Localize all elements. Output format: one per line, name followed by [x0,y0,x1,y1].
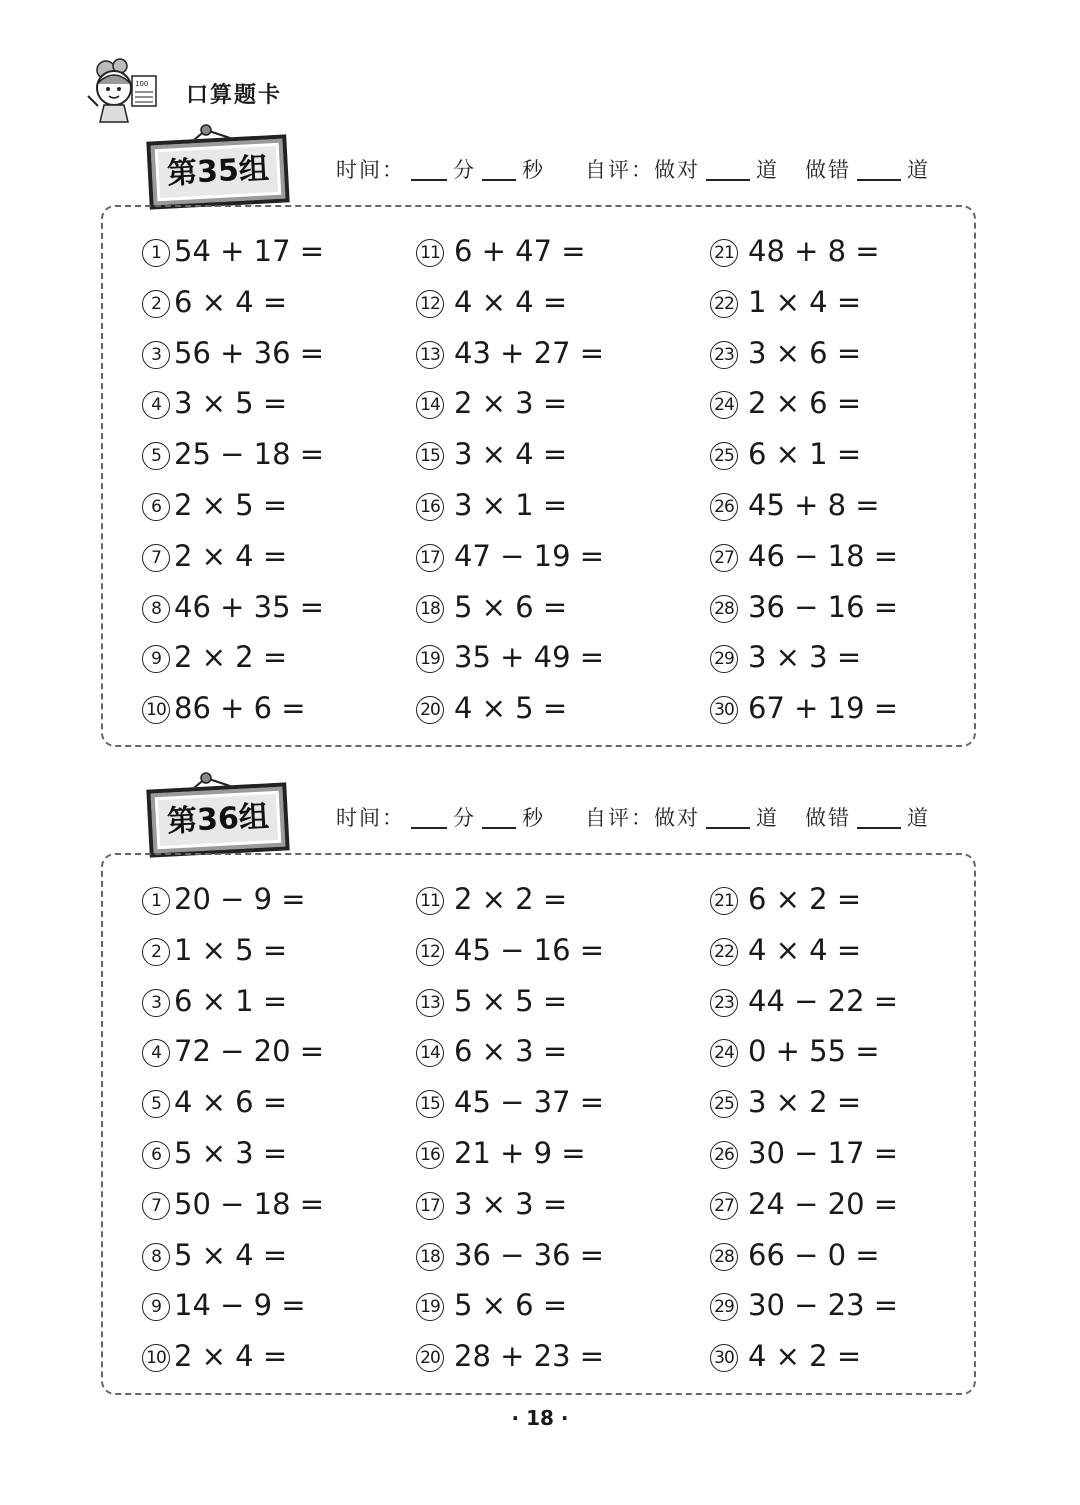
problem-expression: 45 − 37 = [454,1085,605,1120]
problem-expression: 6 × 3 = [454,1034,568,1069]
problem-expression: 67 + 19 = [748,691,899,726]
problem-item [710,328,898,379]
problem-number: 21 [710,887,738,915]
problem-item [142,976,324,1027]
problem-item [142,925,324,976]
problem-item [710,226,898,277]
problem-expression: 45 + 8 = [748,487,880,522]
problem-item [710,683,898,734]
group-title: 第36组 [166,799,270,840]
second-label: 秒 [522,806,545,830]
problem-item [416,277,604,328]
problem-item [142,632,324,683]
problem-item [416,1179,604,1230]
unit-label: 道 [907,158,930,182]
problem-expression: 5 × 5 = [454,983,568,1018]
problem-column-3 [710,226,898,734]
problem-item [710,582,898,633]
problem-item [142,531,324,582]
problem-expression: 21 + 9 = [454,1135,586,1170]
problem-item [416,1331,604,1382]
problem-number: 13 [416,341,444,369]
problem-number: 3 [142,341,170,369]
problem-number: 20 [416,696,444,724]
problem-expression: 66 − 0 = [748,1237,880,1272]
problem-number: 27 [710,544,738,572]
problem-expression: 5 × 6 = [454,1288,568,1323]
problem-number: 15 [416,442,444,470]
problem-number: 10 [142,1344,170,1372]
problem-item [416,582,604,633]
problem-expression: 6 × 2 = [748,882,862,916]
problem-expression: 2 × 2 = [174,640,288,675]
problem-number: 9 [142,645,170,673]
problem-number: 4 [142,1039,170,1067]
problem-expression: 45 − 16 = [454,932,605,967]
problem-number: 16 [416,493,444,521]
problem-item [416,976,604,1027]
problem-expression: 47 − 19 = [454,538,605,573]
problem-expression: 30 − 17 = [748,1135,899,1170]
problem-number: 13 [416,989,444,1017]
group-title-frame [144,770,294,865]
problem-number: 17 [416,544,444,572]
correct-label: 自评：做对 [585,158,700,182]
score-line [336,802,930,832]
problem-number: 24 [710,1039,738,1067]
problem-number: 29 [710,645,738,673]
unit-label: 道 [756,158,779,182]
problem-expression: 3 × 4 = [454,437,568,472]
problem-number: 19 [416,1293,444,1321]
problem-item [416,480,604,531]
problem-item [416,328,604,379]
problem-expression: 3 × 1 = [454,487,568,522]
problem-number: 22 [710,938,738,966]
problem-expression: 50 − 18 = [174,1186,325,1221]
problem-number: 12 [416,938,444,966]
problem-item [416,925,604,976]
problem-expression: 3 × 2 = [748,1085,862,1120]
problem-item [710,1179,898,1230]
problem-number: 2 [142,290,170,318]
problem-item [416,226,604,277]
problem-number: 23 [710,341,738,369]
problem-expression: 48 + 8 = [748,234,880,268]
problem-item [142,328,324,379]
problem-number: 5 [142,1090,170,1118]
problem-number: 6 [142,493,170,521]
problem-expression: 86 + 6 = [174,691,306,726]
problem-expression: 5 × 4 = [174,1237,288,1272]
problem-number: 27 [710,1192,738,1220]
problem-expression: 4 × 6 = [174,1085,288,1120]
problem-expression: 4 × 4 = [454,284,568,319]
problem-expression: 6 × 1 = [174,983,288,1018]
problem-number: 14 [416,1039,444,1067]
problem-column-1 [142,874,324,1382]
problem-expression: 2 × 3 = [454,386,568,421]
problem-number: 28 [710,595,738,623]
problem-number: 6 [142,1141,170,1169]
problem-expression: 4 × 4 = [748,932,862,967]
problem-number: 7 [142,1192,170,1220]
group-title-frame [144,122,294,217]
problem-item [710,1026,898,1077]
problem-expression: 3 × 3 = [454,1186,568,1221]
problem-item [416,632,604,683]
problem-number: 23 [710,989,738,1017]
problem-item [710,429,898,480]
problem-item [142,1179,324,1230]
problem-item [710,874,898,925]
problem-item [416,378,604,429]
problem-expression: 4 × 2 = [748,1339,862,1374]
problem-number: 18 [416,1243,444,1271]
problem-expression: 30 − 23 = [748,1288,899,1323]
problem-expression: 5 × 6 = [454,589,568,624]
minute-label: 分 [453,806,476,830]
problem-expression: 36 − 36 = [454,1237,605,1272]
problem-expression: 3 × 3 = [748,640,862,675]
problem-item [710,378,898,429]
problem-expression: 0 + 55 = [748,1034,880,1069]
problem-number: 9 [142,1293,170,1321]
problem-number: 2 [142,938,170,966]
time-label: 时间： [336,158,405,182]
problem-item [142,1331,324,1382]
problem-item [142,1026,324,1077]
problem-item [142,1230,324,1281]
wrong-label: 做错 [805,806,851,830]
problem-expression: 6 × 4 = [174,284,288,319]
problem-number: 25 [710,1090,738,1118]
correct-label: 自评：做对 [585,806,700,830]
problem-expression: 28 + 23 = [454,1339,605,1374]
problem-number: 7 [142,544,170,572]
problem-number: 18 [416,595,444,623]
problem-number: 19 [416,645,444,673]
problem-item [142,1077,324,1128]
problem-expression: 6 + 47 = [454,234,586,268]
problem-number: 30 [710,1344,738,1372]
problem-number: 8 [142,1243,170,1271]
unit-label: 道 [907,806,930,830]
problem-expression: 46 + 35 = [174,589,325,624]
problem-item [142,226,324,277]
problem-item [416,1026,604,1077]
problem-number: 12 [416,290,444,318]
svg-text:100: 100 [135,80,149,88]
problem-expression: 2 × 5 = [174,487,288,522]
problem-expression: 20 − 9 = [174,882,306,916]
problem-item [710,1230,898,1281]
problem-expression: 6 × 1 = [748,437,862,472]
problem-item [416,1077,604,1128]
wrong-label: 做错 [805,158,851,182]
problem-item [710,632,898,683]
problem-column-3 [710,874,898,1382]
problem-expression: 35 + 49 = [454,640,605,675]
problem-item [710,1331,898,1382]
problem-column-2 [416,226,604,734]
problem-number: 15 [416,1090,444,1118]
problem-expression: 14 − 9 = [174,1288,306,1323]
problem-item [142,1280,324,1331]
problem-item [710,480,898,531]
problem-number: 3 [142,989,170,1017]
mascot-girl-icon [84,58,164,130]
problem-expression: 5 × 3 = [174,1135,288,1170]
problem-item [710,1077,898,1128]
problem-item [142,429,324,480]
problem-expression: 56 + 36 = [174,335,325,370]
problem-expression: 2 × 6 = [748,386,862,421]
problem-expression: 25 − 18 = [174,437,325,472]
problem-item [142,277,324,328]
problem-expression: 3 × 6 = [748,335,862,370]
problem-expression: 2 × 2 = [454,882,568,916]
problem-item [710,1280,898,1331]
problem-column-1 [142,226,324,734]
problem-item [142,683,324,734]
problem-item [416,1280,604,1331]
problem-number: 29 [710,1293,738,1321]
problem-expression: 2 × 4 = [174,538,288,573]
problem-expression: 43 + 27 = [454,335,605,370]
problem-item [416,1128,604,1179]
book-title: 口算题卡 [186,83,283,108]
problem-expression: 46 − 18 = [748,538,899,573]
problem-item [416,1230,604,1281]
minute-label: 分 [453,158,476,182]
score-line [336,154,930,184]
problem-number: 21 [710,239,738,267]
problem-item [710,1128,898,1179]
problem-expression: 24 − 20 = [748,1186,899,1221]
problem-number: 5 [142,442,170,470]
problem-number: 28 [710,1243,738,1271]
problem-item [142,1128,324,1179]
problem-item [142,378,324,429]
unit-label: 道 [756,806,779,830]
problem-number: 17 [416,1192,444,1220]
problem-expression: 3 × 5 = [174,386,288,421]
problem-number: 22 [710,290,738,318]
problem-number: 1 [142,239,170,267]
problem-item [710,277,898,328]
problem-number: 1 [142,887,170,915]
page-number: · 18 · [511,1406,569,1430]
problem-item [416,874,604,925]
problem-expression: 1 × 4 = [748,284,862,319]
second-label: 秒 [522,158,545,182]
problem-number: 11 [416,887,444,915]
problem-number: 25 [710,442,738,470]
problem-item [142,480,324,531]
problem-number: 8 [142,595,170,623]
problem-expression: 72 − 20 = [174,1034,325,1069]
problem-expression: 44 − 22 = [748,983,899,1018]
problem-item [710,976,898,1027]
problem-item [710,531,898,582]
problem-number: 4 [142,391,170,419]
time-label: 时间： [336,806,405,830]
problem-expression: 1 × 5 = [174,932,288,967]
problem-expression: 36 − 16 = [748,589,899,624]
group-title: 第35组 [166,151,270,192]
problem-item [142,582,324,633]
problem-number: 26 [710,493,738,521]
problem-item [416,683,604,734]
problem-number: 26 [710,1141,738,1169]
problem-number: 10 [142,696,170,724]
problem-number: 20 [416,1344,444,1372]
problem-number: 11 [416,239,444,267]
problem-number: 14 [416,391,444,419]
problem-item [416,531,604,582]
problem-expression: 2 × 4 = [174,1339,288,1374]
problem-item [710,925,898,976]
problem-item [142,874,324,925]
problem-expression: 4 × 5 = [454,691,568,726]
problem-expression: 54 + 17 = [174,234,325,268]
problem-item [416,429,604,480]
problem-number: 30 [710,696,738,724]
problem-number: 24 [710,391,738,419]
problem-column-2 [416,874,604,1382]
problem-number: 16 [416,1141,444,1169]
